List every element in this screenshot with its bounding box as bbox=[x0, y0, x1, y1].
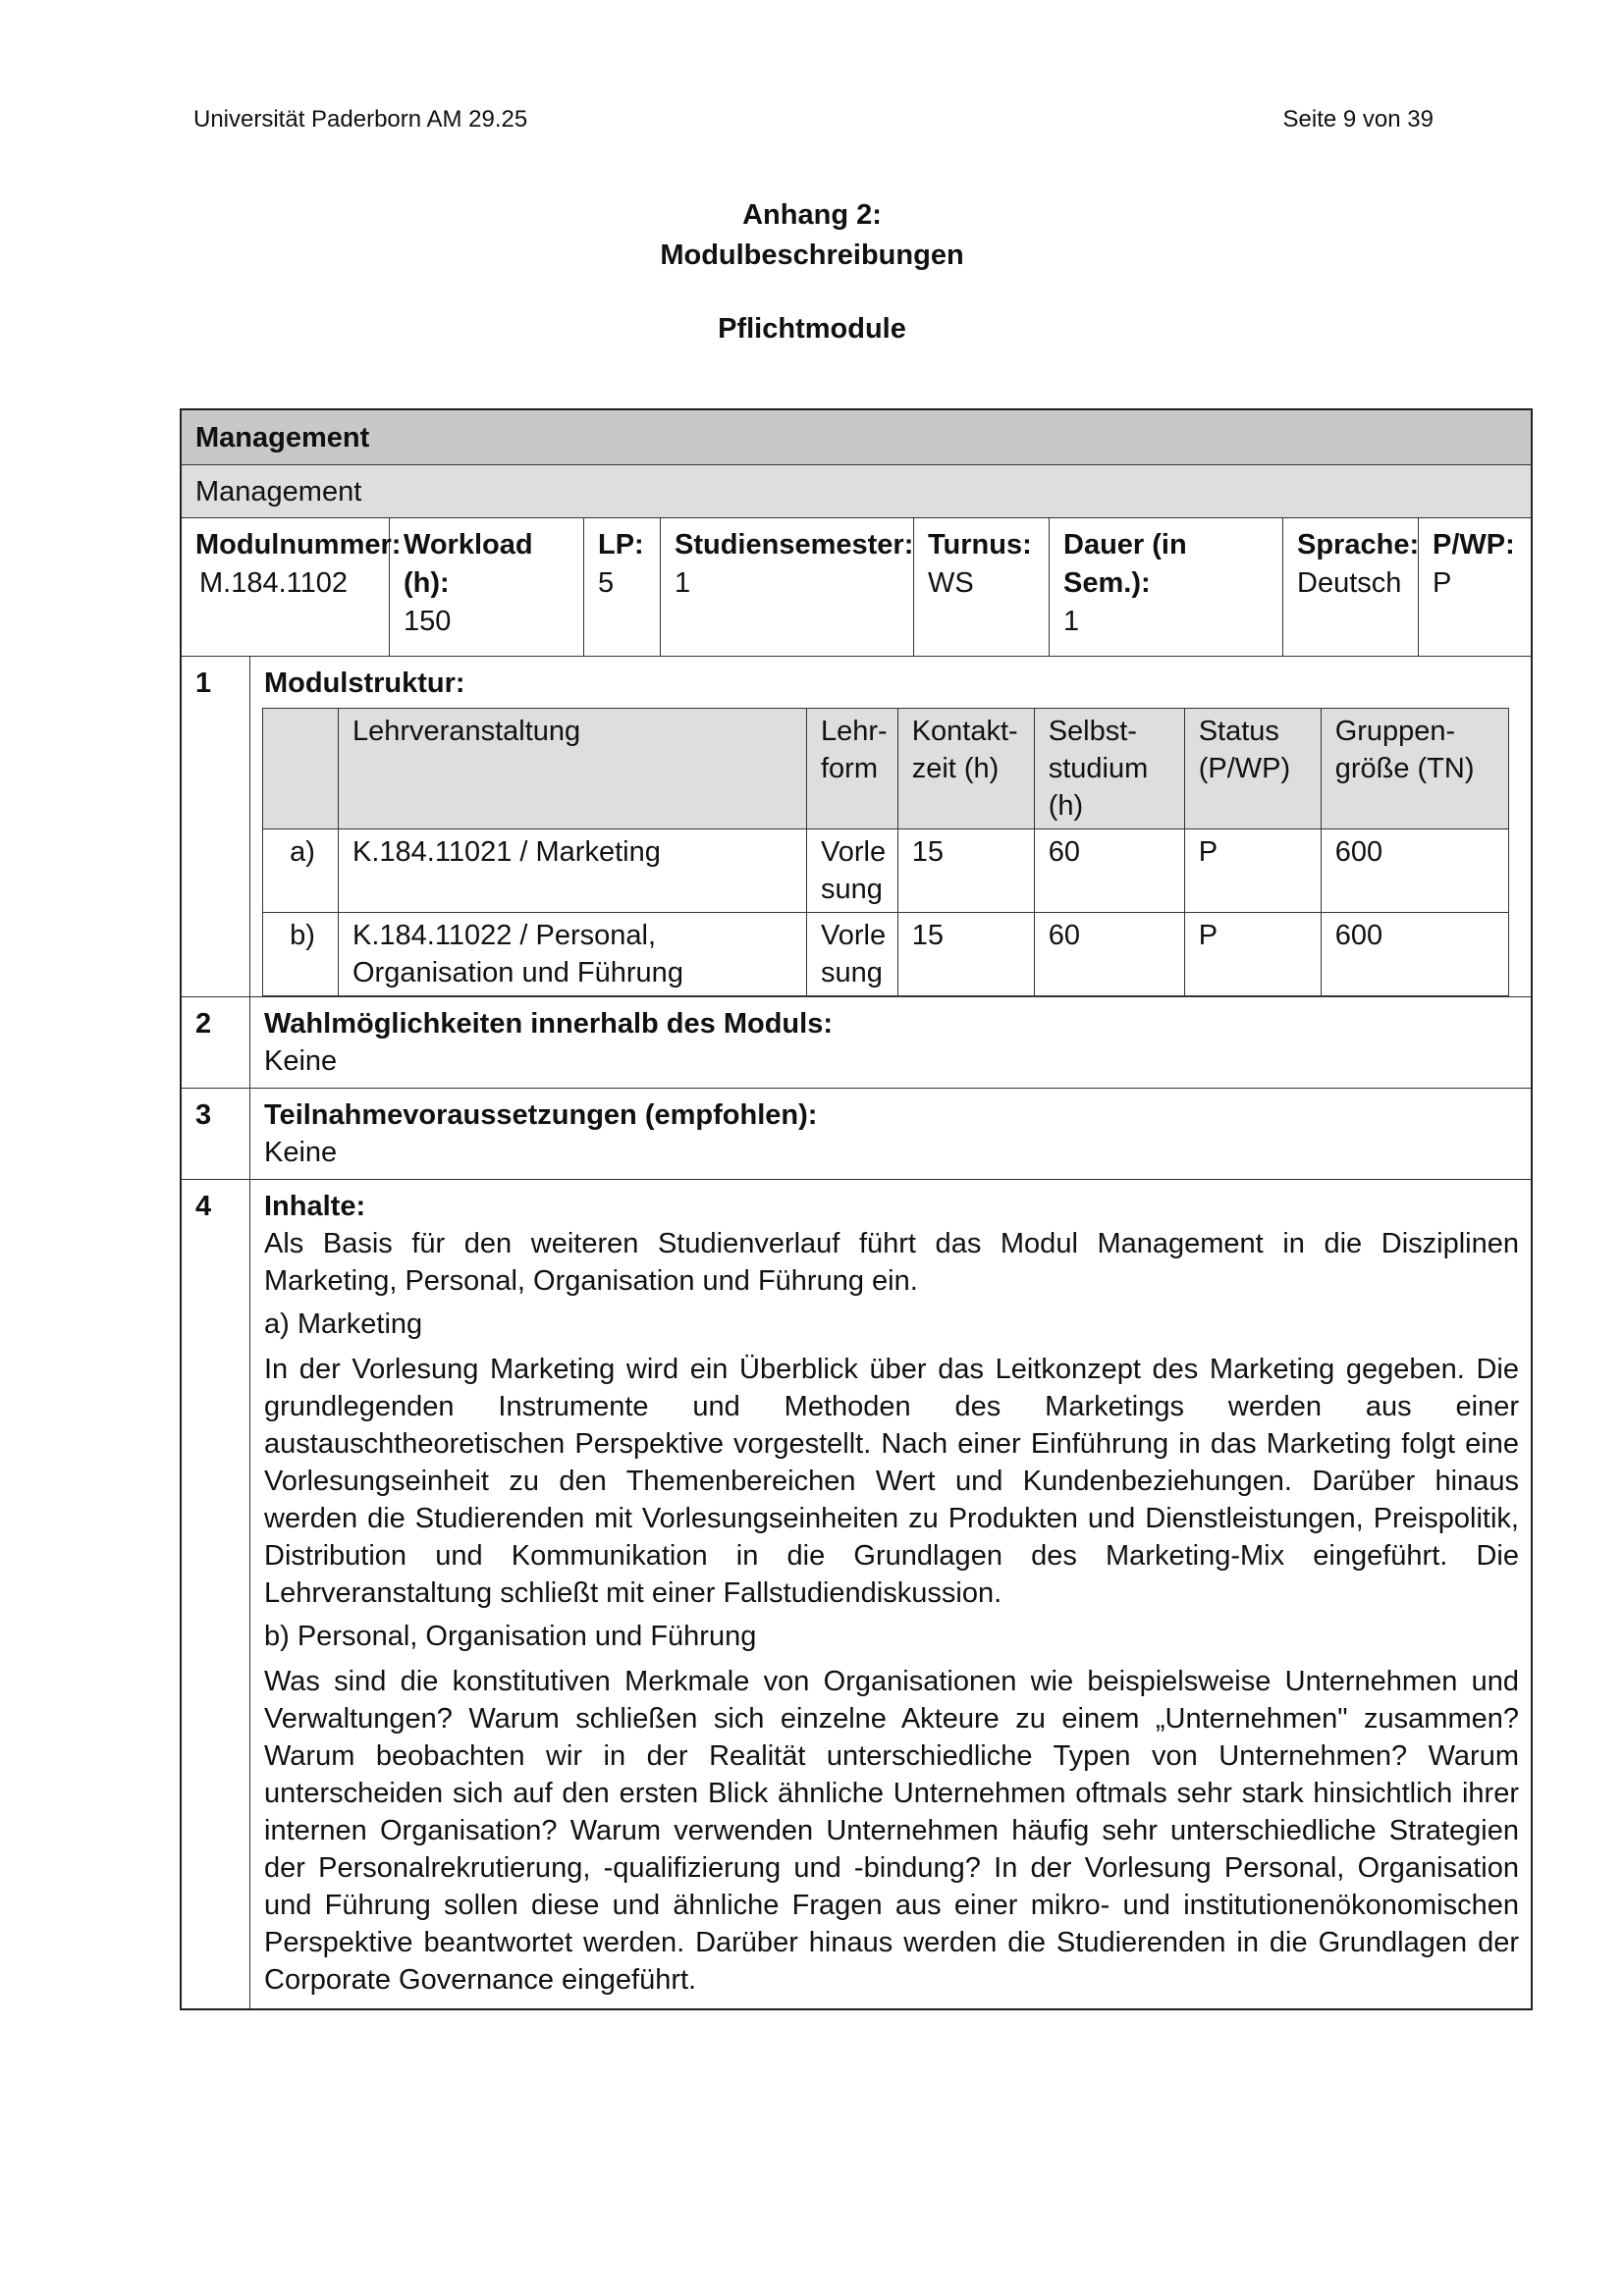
table-row bbox=[263, 829, 1509, 913]
section-number: 1 bbox=[182, 657, 250, 996]
column-header: Kontakt-zeit (h) bbox=[897, 709, 1034, 829]
header-institution: Universität Paderborn AM 29.25 bbox=[193, 106, 528, 133]
course-table-header bbox=[263, 709, 1509, 829]
module-description-table bbox=[180, 408, 1533, 2010]
section-options bbox=[182, 997, 1531, 1089]
section-heading: Wahlmöglichkeiten innerhalb des Moduls: bbox=[264, 1008, 833, 1040]
self-study-hours: 60 bbox=[1034, 913, 1184, 996]
meta-cell-workload bbox=[390, 518, 584, 656]
meta-value: 1 bbox=[1063, 606, 1080, 637]
course-name: K.184.11022 / Personal, Organisation und Führung bbox=[339, 913, 807, 996]
meta-cell-modulnummer bbox=[182, 518, 402, 656]
meta-cell-lp bbox=[584, 518, 661, 656]
contact-hours: 15 bbox=[897, 829, 1034, 913]
section-prerequisites bbox=[182, 1089, 1531, 1180]
column-header: Lehrveranstaltung bbox=[339, 709, 807, 829]
section-heading: Teilnahmevoraussetzungen (empfohlen): bbox=[264, 1099, 818, 1131]
header-page-number: Seite 9 von 39 bbox=[1282, 106, 1434, 133]
section-heading: Inhalte: bbox=[264, 1191, 366, 1222]
document-heading: Modulbeschreibungen bbox=[660, 240, 964, 271]
meta-cell-dauer bbox=[1050, 518, 1283, 656]
contents-intro: Als Basis für den weiteren Studienverlauf führt das Modul Management in die Disziplinen Marketing, Personal, Organisation und Führung ein. bbox=[264, 1228, 1519, 1297]
section-number: 2 bbox=[182, 997, 250, 1088]
section-title: Pflichtmodule bbox=[718, 313, 906, 345]
column-header: Lehr-form bbox=[807, 709, 898, 829]
column-header: Status (P/WP) bbox=[1184, 709, 1321, 829]
status: P bbox=[1184, 829, 1321, 913]
table-row bbox=[263, 913, 1509, 996]
annex-title: Anhang 2: bbox=[742, 199, 882, 231]
module-meta-row bbox=[182, 518, 1531, 657]
group-size: 600 bbox=[1321, 829, 1508, 913]
meta-label: Sprache: bbox=[1297, 529, 1420, 561]
meta-label: LP: bbox=[598, 529, 644, 561]
course-structure-table bbox=[262, 708, 1509, 996]
module-subtitle: Management bbox=[182, 465, 1531, 518]
meta-label: P/WP: bbox=[1433, 529, 1515, 561]
self-study-hours: 60 bbox=[1034, 829, 1184, 913]
meta-cell-studiensemester bbox=[661, 518, 914, 656]
teaching-form: Vorle sung bbox=[807, 829, 898, 913]
meta-value: M.184.1102 bbox=[199, 567, 349, 599]
subheading-marketing: a) Marketing bbox=[264, 1308, 423, 1340]
column-header: Selbst-studium (h) bbox=[1034, 709, 1184, 829]
meta-value: Deutsch bbox=[1297, 567, 1402, 599]
meta-label: Studiensemester: bbox=[675, 529, 914, 561]
column-header: Gruppen-größe (TN) bbox=[1321, 709, 1508, 829]
meta-value: WS bbox=[928, 567, 974, 599]
meta-value: 150 bbox=[404, 606, 452, 637]
meta-cell-sprache bbox=[1283, 518, 1419, 656]
meta-label: Workload (h): bbox=[404, 529, 533, 599]
meta-cell-turnus bbox=[914, 518, 1050, 656]
section-number: 4 bbox=[182, 1180, 250, 2008]
contact-hours: 15 bbox=[897, 913, 1034, 996]
section-text: Keine bbox=[264, 1137, 338, 1168]
meta-cell-pwp bbox=[1419, 518, 1531, 656]
status: P bbox=[1184, 913, 1321, 996]
meta-label: Turnus: bbox=[928, 529, 1032, 561]
contents-marketing: In der Vorlesung Marketing wird ein Überblick über das Leitkonzept des Marketing gegeben. Die grundlegenden Instrumente und Methoden des Marketings werden aus einer austauschtheoretischen Perspektive vorgestellt. Nach einer Einführung in das Marketing folgt eine Vorlesungseinheit zu den Themenbereichen Wert und Kundenbeziehungen. Darüber hinaus werden die Studierenden mit Vorlesungseinheiten zu Produkten und Dienstleistungen, Preispolitik, Distribution und Kommunikation in die Grundlagen des Marketing-Mix eingeführt. Die Lehrveranstaltung schließt mit einer Fallstudiendiskussion. bbox=[264, 1354, 1519, 1609]
module-title: Management bbox=[182, 410, 1531, 465]
section-heading: Modulstruktur: bbox=[264, 667, 465, 699]
meta-value: 1 bbox=[675, 567, 691, 599]
section-number: 3 bbox=[182, 1089, 250, 1179]
teaching-form: Vorle sung bbox=[807, 913, 898, 996]
section-text: Keine bbox=[264, 1045, 338, 1077]
row-label: a) bbox=[263, 829, 339, 913]
meta-value: 5 bbox=[598, 567, 615, 599]
column-header bbox=[263, 709, 339, 829]
section-module-structure bbox=[182, 657, 1531, 997]
section-contents bbox=[182, 1180, 1531, 2008]
group-size: 600 bbox=[1321, 913, 1508, 996]
contents-personal: Was sind die konstitutiven Merkmale von Organisationen wie beispielsweise Unternehmen und Verwaltungen? Warum schließen sich einzelne Akteure zu einem „Unternehmen" zusammen? Warum beobachten wir in der Realität unterschiedliche Typen von Unternehmen? Warum unterscheiden sich auf den ersten Blick ähnliche Unternehmen oftmals sehr stark hinsichtlich ihrer internen Organisation? Warum verwenden Unternehmen häufig sehr unterschiedliche Strategien der Personalrekrutierung, -qualifizierung und -bindung? In der Vorlesung Personal, Organisation und Führung sollen diese und ähnliche Fragen aus einer mikro- und institutionenökonomischen Perspektive beantwortet werden. Darüber hinaus werden die Studierenden in die Grundlagen der Corporate Governance eingeführt. bbox=[264, 1666, 1519, 1996]
meta-label: Dauer (in Sem.): bbox=[1063, 529, 1187, 599]
meta-label: Modulnummer: bbox=[195, 529, 402, 561]
meta-value: P bbox=[1433, 567, 1452, 599]
row-label: b) bbox=[263, 913, 339, 996]
course-name: K.184.11021 / Marketing bbox=[339, 829, 807, 913]
subheading-personal: b) Personal, Organisation und Führung bbox=[264, 1621, 757, 1652]
